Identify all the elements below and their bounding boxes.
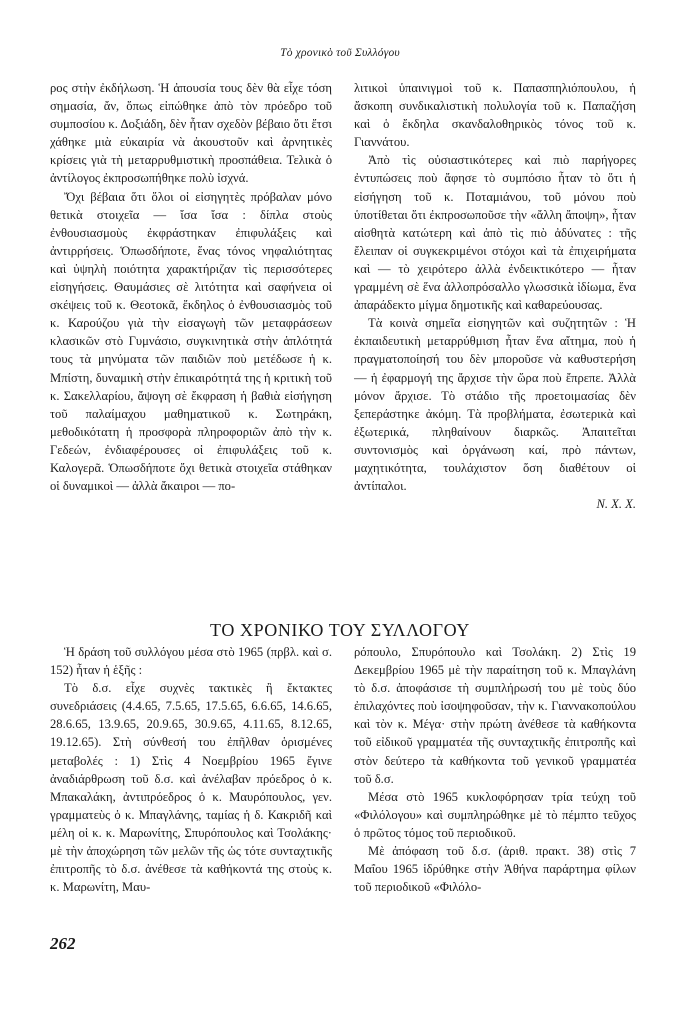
page-number: 262: [50, 934, 76, 953]
top-left-column: [50, 79, 332, 565]
paragraph: ρόπουλο, Σπυρόπουλο καὶ Τσολάκη. 2) Στὶς 19 Δεκεμβρίου 1965 μὲ τὴν παραίτηση τοῦ κ. Μπαγλάνη τὸ δ.σ. ἀποφάσισε τὴ συμπλήρωσή του μὲ τοὺς δύο ἐπιλαχόντες ποὺ ἰσοψηφοῦσαν, τὴν κ. Γιαννακοπούλου καὶ τὸν κ. Μέγα· στὴν πρώτη ἀνέθεσε τὰ καθήκοντα τοῦ εἰδικοῦ γραμματέα τῆς συνταχτικῆς ἐπιτροπῆς καὶ στὸν δεύτερο τὰ καθήκοντα τοῦ γενικοῦ γραμματέα τοῦ δ.σ.: [354, 645, 636, 786]
bottom-right-column: [354, 643, 636, 919]
top-right-column: [354, 79, 636, 589]
paragraph: Ὄχι βέβαια ὅτι ὅλοι οἱ εἰσηγητὲς πρόβαλαν μόνο θετικὰ στοιχεῖα — ἴσα ἴσα : δίπλα στοὺς ἐνθουσιασμοὺς ἐκφράστηκαν ἐπιφυλάξεις καὶ ἀντιρρήσεις. Ὁπωσδήποτε, ἕνας τόνος νηφαλιότητας καὶ ὑψηλὴ ποιότητα χαρακτήριζαν τὶς περισσότερες εἰσηγήσεις. Θαυμάσιες σὲ λιτότητα καὶ σαφήνεια οἱ σκέψεις τοῦ κ. Θεοτοκᾶ, ἔκδηλος ὁ ἐνθουσιασμὸς τοῦ κ. Καρούζου γιὰ τὴν εἰσαγωγὴ τῶν μεταφράσεων κλασικῶν στὸ Γυμνάσιο, συγκινητικὰ στὴν ἁπλότητά τους τὰ μηνύματα τῶν παιδιῶν ποὺ μετέδωσε ἡ κ. Μπίστη, δυναμικὴ στὴν ἐπικαιρότητά της ἡ κριτικὴ τοῦ κ. Σακελλαρίου, ἄψογη σὲ ἔκφραση ἡ βαθιὰ εἰσήγηση τοῦ παλαίμαχου μαθηματικοῦ κ. Σωτηράκη, μεθοδικότατη ἡ προσφορὰ πληροφοριῶν ἀπὸ τὴν κ. Γεδεών, ἐνδιαφέρουσες οἱ ἐπιφυλάξεις τοῦ κ. Καλογερᾶ. Ὁπωσδήποτε ὄχι θετικὰ στοιχεῖα στάθηκαν οἱ δυναμικοὶ — ἀλλὰ ἄκαιροι — πο-: [50, 189, 332, 494]
paragraph: Τὰ κοινὰ σημεῖα εἰσηγητῶν καὶ συζητητῶν : Ἡ ἐκπαιδευτικὴ μεταρρύθμιση ἦταν ἕνα αἴτημα, ποὺ ἡ πραγματοποίησή του δὲν μποροῦσε νὰ καθυστερήση — ἡ ἐφαρμογή της ἄρχισε τὴν ὥρα ποὺ ἔπρεπε. Ἀλλὰ μόνον ἄρχισε. Τὸ στάδιο τῆς προετοιμασίας δὲν ξεπεράστηκε ἀκόμη. Τὰ προβλήματα, ἐσωτερικὰ καὶ ἐξωτερικά, πληθαίνουν διαρκῶς. Ἀπαιτεῖται συντονισμὸς καὶ ὀργάνωση καί, πρὸ πάντων, μαχητικότητα, τουλάχιστον ὅση διαθέτουν οἱ ἀντίπαλοι.: [354, 316, 636, 494]
paragraph: Ἀπὸ τὶς οὐσιαστικότερες καὶ πιὸ παρήγορες ἐντυπώσεις ποὺ ἄφησε τὸ συμπόσιο ἦταν τὸ ὅτι ἡ εἰσήγηση τοῦ κ. Ποταμιάνου, τοῦ μόνου ποὺ ὑποτίθεται ὅτι ἐκπροσωποῦσε τὴν «ἄλλη ἄποψη», ἦταν αἰσθητὰ κατώτερη καὶ ἀπὸ τὶς πιὸ ἀδύνατες : τῆς ἔλειπαν οἱ συγκεκριμένοι στόχοι καὶ τὰ ἐπιχειρήματα καὶ — τὸ χειρότερο ἀλλὰ ἐνδεικτικότερο — ἦταν γραμμένη σὲ ἕνα ἀλλοπρόσαλλο γλωσσικὰ ἰδίωμα, ἕνα ἀπαράδεκτο μίγμα δημοτικῆς καὶ καθαρεύουσας.: [354, 153, 636, 313]
paragraph: Τὸ δ.σ. εἶχε συχνὲς τακτικὲς ἢ ἔκτακτες συνεδριάσεις (4.4.65, 7.5.65, 17.5.65, 6.6.65, 14.6.65, 28.6.65, 13.9.65, 20.9.65, 30.9.65, 4.11.65, 8.12.65, 19.12.65). Στὴ σύνθεσή του ἐπῆλθαν ὁρισμένες μεταβολές : 1) Στὶς 4 Νοεμβρίου 1965 ἔγινε ἀναδιάρθρωση τοῦ δ.σ. καὶ ἀνέλαβαν πρόεδρος ὁ κ. Μπακαλάκη, ἀντιπρόεδρος ὁ κ. Μαυρόπουλος, γεν. γραμματεὺς ὁ κ. Μπαγλάνης, ταμίας ἡ δ. Κακριδῆ καὶ μέλη οἱ κ. κ. Μαρωνίτης, Σπυρόπουλος καὶ Τσολάκης· μὲ τὴν ἀποχώρηση τῶν μελῶν τῆς ὡς τότε συνταχτικῆς ἐπιτροπῆς τὸ δ.σ. ἀνέθεσε τὰ καθήκοντά της στοὺς κ. κ. Μαρωνίτη, Μαυ-: [50, 681, 332, 895]
author-signature: Ν. Χ. Χ.: [596, 497, 636, 512]
bottom-left-column: [50, 643, 332, 919]
paragraph: Ἡ δράση τοῦ συλλόγου μέσα στὸ 1965 (πρβλ. καὶ σ. 152) ἦταν ἡ ἑξῆς :: [50, 645, 332, 678]
section-title: ΤΟ ΧΡΟΝΙΚΟ ΤΟΥ ΣΥΛΛΟΓΟΥ: [210, 620, 470, 640]
paragraph: ρος στὴν ἐκδήλωση. Ἡ ἀπουσία τους δὲν θὰ εἶχε τόση σημασία, ἄν, ὅπως εἰπώθηκε ἀπὸ τὸν πρόεδρο τοῦ συμποσίου κ. Δοξιάδη, δὲν ἦταν σχεδὸν βέβαιο ὅτι ἔτσι χάθηκε μιὰ εὐκαιρία νὰ ἀκουστοῦν καὶ ἀρνητικὲς κρίσεις γιὰ τὴ μεταρρυθμιστικὴ προσπάθεια. Τελικὰ ὁ ἀντίλογος ἐκπροσωπήθηκε πολὺ ἰσχνά.: [50, 81, 332, 186]
paragraph: Μέσα στὸ 1965 κυκλοφόρησαν τρία τεύχη τοῦ «Φιλόλογου» καὶ συμπληρώθηκε μὲ τὸ πέμπτο τεῦχος ὁ πρῶτος τόμος τοῦ περιοδικοῦ.: [354, 789, 636, 840]
paragraph: λιτικοὶ ὑπαινιγμοὶ τοῦ κ. Παπασπηλιόπουλου, ἡ ἄσκοπη συνδικαλιστικὴ πολυλογία τοῦ κ. Παπαζήση καὶ ὁ ἔκδηλα σκανδαλοθηρικὸς τόνος τοῦ κ. Γιαννάτου.: [354, 81, 636, 150]
running-header: Τὸ χρονικὸ τοῦ Συλλόγου: [280, 47, 400, 59]
paragraph: Μὲ ἀπόφαση τοῦ δ.σ. (ἀριθ. πρακτ. 38) στὶς 7 Μαΐου 1965 ἱδρύθηκε στὴν Ἀθήνα παράρτημα φίλων τοῦ περιοδικοῦ «Φιλόλο-: [354, 844, 636, 895]
